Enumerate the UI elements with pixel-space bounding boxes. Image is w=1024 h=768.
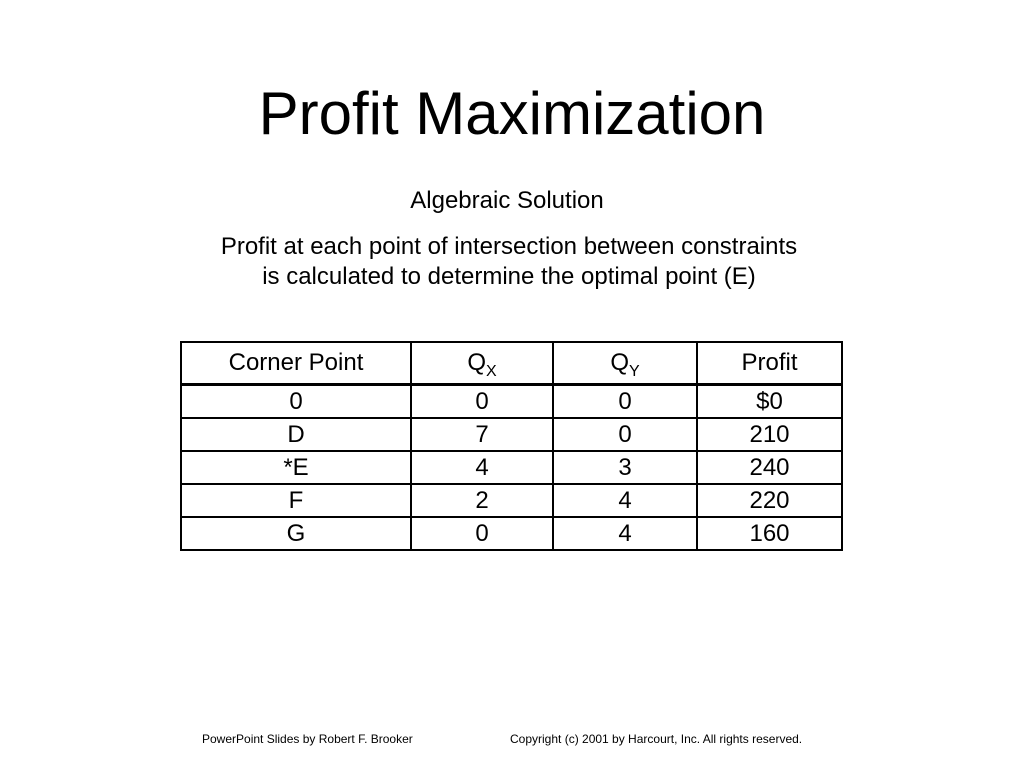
cell-qy: 4 [553, 484, 697, 517]
slide-subtitle: Algebraic Solution [410, 187, 604, 214]
header-profit: Profit [697, 342, 842, 385]
cell-corner: G [181, 517, 411, 550]
table-row [181, 517, 842, 550]
description-line-2: is calculated to determine the optimal point (E) [262, 263, 756, 290]
cell-qy: 3 [553, 451, 697, 484]
cell-profit: 160 [697, 517, 842, 550]
cell-qy: 0 [553, 385, 697, 419]
table-row [181, 385, 842, 419]
header-corner-point: Corner Point [181, 342, 411, 385]
cell-corner: 0 [181, 385, 411, 419]
footer-copyright: Copyright (c) 2001 by Harcourt, Inc. All rights reserved. [510, 732, 803, 746]
cell-qx: 4 [411, 451, 553, 484]
header-qy-base: Q [610, 349, 629, 376]
cell-profit: 210 [697, 418, 842, 451]
table-header-row [181, 342, 842, 385]
header-qy [553, 342, 697, 385]
cell-qx: 2 [411, 484, 553, 517]
footer-credit: PowerPoint Slides by Robert F. Brooker [202, 732, 413, 746]
header-qx [411, 342, 553, 385]
table-row [181, 418, 842, 451]
cell-corner: *E [181, 451, 411, 484]
cell-profit: 220 [697, 484, 842, 517]
slide-title: Profit Maximization [258, 80, 766, 147]
cell-qx: 0 [411, 517, 553, 550]
cell-qy: 4 [553, 517, 697, 550]
cell-corner: F [181, 484, 411, 517]
table-row [181, 451, 842, 484]
cell-qy: 0 [553, 418, 697, 451]
header-qx-subscript: X [486, 363, 497, 380]
cell-qx: 0 [411, 385, 553, 419]
header-qx-base: Q [467, 349, 486, 376]
header-qy-subscript: Y [629, 363, 640, 380]
cell-qx: 7 [411, 418, 553, 451]
slide-description [0, 232, 1018, 292]
cell-profit: 240 [697, 451, 842, 484]
corner-point-table [180, 341, 843, 551]
description-line-1: Profit at each point of intersection between constraints [220, 233, 798, 260]
cell-corner: D [181, 418, 411, 451]
cell-profit: $0 [697, 385, 842, 419]
table-row [181, 484, 842, 517]
